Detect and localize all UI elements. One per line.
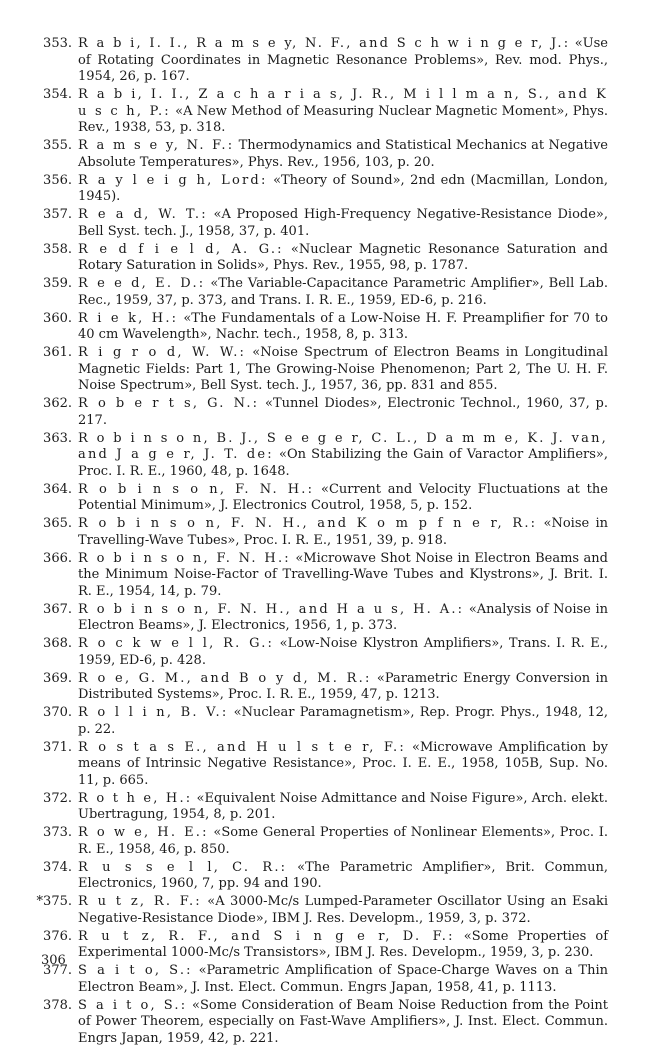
reference-citation: «Theory of Sound», 2nd edn (Macmillan, London, 1945). bbox=[78, 172, 609, 205]
reference-citation: «Parametric Amplification of Space-Charge Waves on a Thin Electron Beam», J. Inst. Elect. Commun. Engrs Japan, 1958, 41, p. 1113. bbox=[78, 963, 609, 995]
reference-entry bbox=[36, 998, 608, 1048]
reference-entry bbox=[36, 207, 608, 240]
reference-authors: R o e, G. M., and B o y d, M. R.: bbox=[78, 670, 372, 686]
reference-citation: «On Stabilizing the Gain of Varactor Amplifiers», Proc. I. R. E., 1960, 48, p. 1648. bbox=[78, 447, 608, 479]
reference-authors: R o b i n s o n, F. N. H., and H a u s, H. A.: bbox=[78, 601, 465, 617]
reference-authors: R o b i n s o n, B. J., S e e g e r, C. L., D a m m e, K. J. van, and J a g e r, J. T. de: bbox=[78, 430, 608, 463]
reference-entry bbox=[36, 173, 608, 206]
reference-authors: R e e d, E. D.: bbox=[78, 276, 206, 292]
reference-citation: «The Parametric Amplifier», Brit. Commun, Electronics, 1960, 7, pp. 94 and 190. bbox=[78, 859, 608, 892]
reference-number: 359. bbox=[43, 276, 72, 292]
reference-citation: «Analysis of Noise in Electron Beams», J. Electronics, 1956, 1, p. 373. bbox=[78, 601, 608, 634]
reference-number: 370. bbox=[43, 705, 72, 721]
reference-number: 378. bbox=[43, 997, 72, 1013]
reference-number: 355. bbox=[43, 138, 72, 154]
reference-number: 360. bbox=[43, 310, 72, 326]
reference-entry bbox=[36, 671, 608, 704]
reference-number: 368. bbox=[43, 636, 72, 652]
reference-number: 366. bbox=[43, 550, 72, 566]
reference-entry bbox=[36, 36, 608, 86]
reference-authors: S a i t o, S.: bbox=[78, 997, 188, 1013]
reference-citation: «Microwave Amplification by means of Intrinsic Negative Resistance», Proc. I. E. E., 1958, 105B, Sup. No. 11, p. 665. bbox=[78, 739, 608, 788]
reference-citation: «Current and Velocity Fluctuations at the Potential Minimum», J. Electronics Coutrol, 1958, 5, p. 152. bbox=[78, 481, 608, 514]
reference-entry bbox=[36, 860, 608, 893]
reference-citation: «Microwave Shot Noise in Electron Beams and the Minimum Noise-Factor of Travelling-Wave Tubes and Klystrons», J. Brit. I. R. E., 1954, 14, p. 79. bbox=[78, 550, 608, 599]
page-number: 306 bbox=[41, 953, 66, 968]
reference-authors: R a m s e y, N. F.: bbox=[78, 138, 235, 154]
reference-authors: R i e k, H.: bbox=[78, 310, 179, 326]
reference-number: 377. bbox=[43, 963, 72, 979]
reference-authors: R o l l i n, B. V.: bbox=[78, 705, 229, 721]
reference-number: 358. bbox=[43, 241, 72, 257]
reference-citation: «Parametric Energy Conversion in Distributed Systems», Proc. I. R. E., 1959, 47, p. 1213. bbox=[78, 670, 608, 703]
reference-authors: R o c k w e l l, R. G.: bbox=[78, 636, 275, 652]
reference-authors: R e d f i e l d, A. G.: bbox=[78, 241, 284, 257]
reference-authors: S a i t o, S.: bbox=[78, 963, 193, 979]
reference-citation: «Noise Spectrum of Electron Beams in Longitudinal Magnetic Fields: Part 1, The Growing-Noise Phenomenon; Part 2, The U. H. F. Noise Spectrum», Bell Syst. tech. J., 1957, 36, pp. 831 and 855. bbox=[78, 345, 608, 394]
reference-authors: R u t z, R. F.: bbox=[78, 894, 202, 910]
reference-authors: R u t z, R. F., and S i n g e r, D. F.: bbox=[78, 928, 455, 944]
reference-entry bbox=[36, 516, 608, 549]
reference-authors: R o w e, H. E.: bbox=[78, 825, 209, 841]
reference-entry bbox=[36, 311, 608, 344]
reference-number: 365. bbox=[43, 516, 72, 532]
reference-number: 362. bbox=[43, 396, 72, 412]
reference-entry bbox=[36, 963, 608, 996]
reference-number: 356. bbox=[43, 172, 72, 188]
reference-number: 361. bbox=[43, 345, 72, 361]
reference-citation: «Some General Properties of Nonlinear Elements», Proc. I. R. E., 1958, 46, p. 850. bbox=[78, 825, 609, 857]
reference-citation: «Nuclear Paramagnetism», Rep. Progr. Phys., 1948, 12, p. 22. bbox=[78, 705, 608, 737]
reference-citation: «Use of Rotating Coordinates in Magnetic Resonance Problems», Rev. mod. Phys., 1954, 26, p. 167. bbox=[78, 36, 608, 85]
reference-number: 357. bbox=[43, 207, 72, 223]
reference-authors: R o t h e, H.: bbox=[78, 790, 193, 806]
reference-entry bbox=[36, 705, 608, 738]
reference-entry bbox=[36, 894, 608, 927]
reference-number: 373. bbox=[43, 825, 72, 841]
reference-entry bbox=[36, 791, 608, 824]
reference-authors: R e a d, W. T.: bbox=[78, 207, 208, 223]
reference-citation: «Nuclear Magnetic Resonance Saturation and Rotary Saturation in Solids», Phys. Rev., 1955, 98, p. 1787. bbox=[78, 241, 608, 274]
reference-authors: R o b e r t s, G. N.: bbox=[78, 396, 260, 412]
reference-number: 354. bbox=[43, 87, 72, 103]
reference-entry bbox=[36, 276, 608, 309]
reference-number: 374. bbox=[43, 859, 72, 875]
reference-authors: R u s s e l l, C. R.: bbox=[78, 859, 288, 875]
reference-number: 363. bbox=[43, 430, 72, 446]
reference-list bbox=[36, 36, 608, 1047]
reference-entry bbox=[36, 825, 608, 858]
reference-entry bbox=[36, 602, 608, 635]
reference-citation: «A Proposed High-Frequency Negative-Resistance Diode», Bell Syst. tech. J., 1958, 37, p. 401. bbox=[78, 207, 608, 239]
reference-authors: R a b i, I. I., R a m s e y, N. F., and S c h w i n g e r, J.: bbox=[78, 36, 571, 51]
reference-entry bbox=[36, 551, 608, 601]
reference-number: 372. bbox=[43, 790, 72, 806]
reference-entry bbox=[36, 740, 608, 790]
reference-entry bbox=[36, 396, 608, 429]
reference-authors: R o b i n s o n, F. N. H., and K o m p f n e r, R.: bbox=[78, 516, 538, 532]
reference-citation: Thermodynamics and Statistical Mechanics at Negative Absolute Temperatures», Phys. Rev., 1956, 103, p. 20. bbox=[78, 138, 609, 170]
reference-entry bbox=[36, 636, 608, 669]
reference-authors: R a b i, I. I., Z a c h a r i a s, J. R., M i l l m a n, S., and K u s c h, P.: bbox=[78, 87, 608, 119]
reference-citation: «The Fundamentals of a Low-Noise H. F. Preamplifier for 70 to 40 cm Wavelength», Nachr. tech., 1958, 8, p. 313. bbox=[78, 310, 608, 343]
reference-citation: «A 3000-Mc/s Lumped-Parameter Oscillator Using an Esaki Negative-Resistance Diode», IBM J. Res. Developm., 1959, 3, p. 372. bbox=[78, 894, 608, 926]
reference-entry bbox=[36, 87, 608, 137]
reference-citation: «Noise in Travelling-Wave Tubes», Proc. I. R. E., 1951, 39, p. 918. bbox=[78, 516, 608, 548]
reference-citation: «Tunnel Diodes», Electronic Technol., 1960, 37, p. 217. bbox=[78, 396, 608, 428]
reference-number: 353. bbox=[43, 36, 72, 51]
reference-authors: R i g r o d, W. W.: bbox=[78, 345, 247, 361]
reference-authors: R o b i n s o n, F. N. H.: bbox=[78, 481, 315, 497]
reference-number: *375. bbox=[36, 894, 72, 910]
reference-citation: «Low-Noise Klystron Amplifiers», Trans. I. R. E., 1959, ED-6, p. 428. bbox=[78, 636, 608, 668]
reference-citation: «The Variable-Capacitance Parametric Amplifier», Bell Lab. Rec., 1959, 37, p. 373, and Trans. I. R. E., 1959, ED-6, p. 216. bbox=[78, 276, 608, 308]
reference-authors: R a y l e i g h, Lord: bbox=[78, 172, 268, 188]
reference-entry bbox=[36, 242, 608, 275]
reference-number: 364. bbox=[43, 481, 72, 497]
reference-entry bbox=[36, 929, 608, 962]
reference-entry bbox=[36, 482, 608, 515]
reference-entry bbox=[36, 431, 608, 481]
reference-authors: R o b i n s o n, F. N. H.: bbox=[78, 550, 291, 566]
reference-authors: R o s t a s E., and H u l s t e r, F.: bbox=[78, 739, 406, 755]
reference-entry bbox=[36, 345, 608, 395]
reference-number: 371. bbox=[43, 739, 72, 755]
reference-number: 367. bbox=[43, 601, 72, 617]
reference-entry bbox=[36, 138, 608, 171]
reference-citation: «Equivalent Noise Admittance and Noise Figure», Arch. elekt. Ubertragung, 1954, 8, p. 201. bbox=[78, 790, 608, 823]
reference-citation: «Some Properties of Experimental 1000-Mc/s Transistors», IBM J. Res. Developm., 1959, 3, p. 230. bbox=[78, 928, 609, 961]
reference-number: 376. bbox=[43, 928, 72, 944]
reference-citation: «Some Consideration of Beam Noise Reduction from the Point of Power Theorem, especially on Fast-Wave Amplifiers», J. Inst. Elect. Commun. Engrs Japan, 1959, 42, p. 221. bbox=[78, 997, 608, 1046]
reference-citation: «A New Method of Measuring Nuclear Magnetic Moment», Phys. Rev., 1938, 53, p. 318. bbox=[78, 103, 609, 136]
reference-number: 369. bbox=[43, 670, 72, 686]
reference-page bbox=[36, 36, 608, 1049]
